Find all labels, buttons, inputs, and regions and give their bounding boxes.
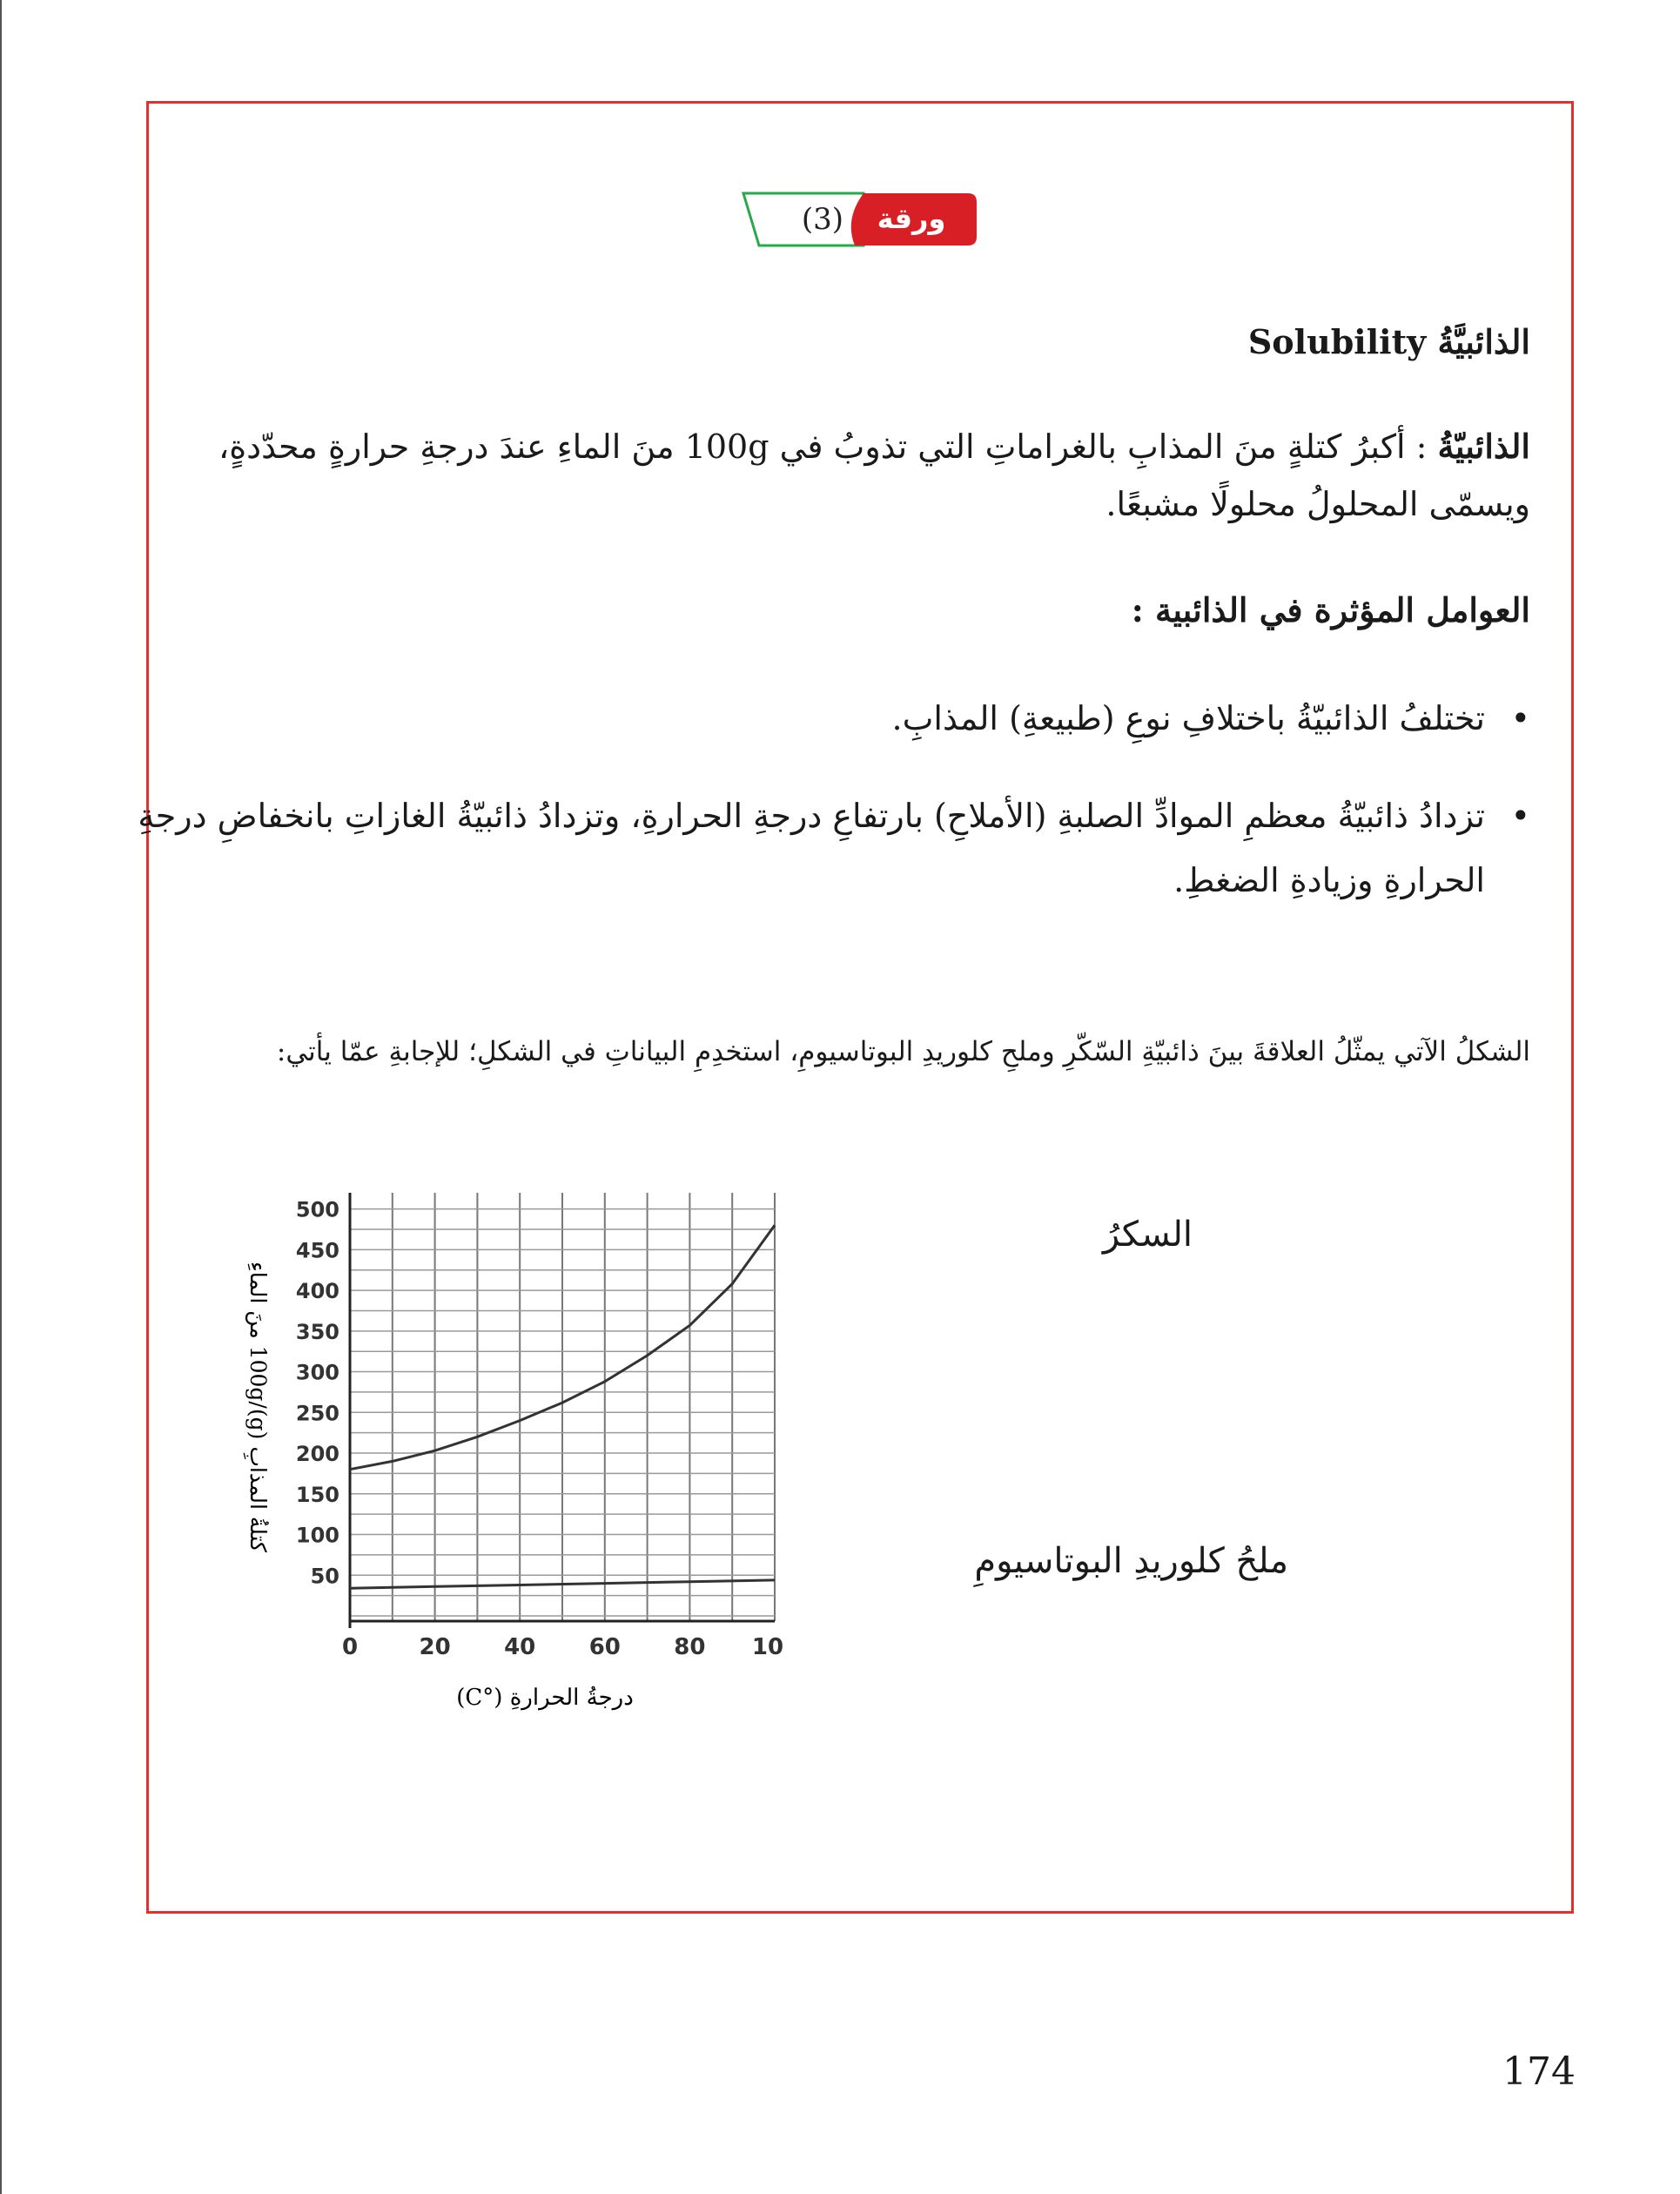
badge-label: ورقة عمل [877,202,946,286]
definition-term: الذائبيّةُ [1437,427,1530,466]
page-edge-line [0,0,2,2194]
section-title: الذائبيَّةُ Solubility [1247,322,1530,361]
x-tick-label: 40 [504,1634,536,1660]
definition-paragraph [138,418,1530,533]
y-tick-label: 100 [295,1523,339,1548]
sugar-label: السكرُ [1102,1215,1193,1255]
page-number: 174 [1502,2049,1576,2094]
y-tick-label: 50 [310,1564,339,1589]
y-tick-label: 150 [295,1482,339,1507]
y-tick-label: 400 [295,1279,339,1304]
x-tick-label: 10 [751,1634,784,1660]
factors-heading: العوامل المؤثرة في الذائبية : [1131,590,1530,629]
kcl-label: ملحُ كلوريدِ البوتاسيومِ [974,1541,1288,1581]
x-tick-label: 80 [674,1634,706,1660]
x-tick-label: 60 [588,1634,621,1660]
bullet-text: تزدادُ ذائبيّةُ معظمِ الموادِّ الصلبةِ (الأملاحِ) بارتفاعِ درجةِ الحرارةِ، وتزدادُ ذائبيّةُ الغازاتِ بانخفاضِ درجةِ الحرارةِ وزيادةِ الضغطِ. [138,797,1485,899]
badge-number: (3) [801,202,844,237]
chart-ticks [296,1198,783,1660]
y-tick-label: 450 [295,1238,339,1263]
bullet-text: تختلفُ الذائبيّةُ باختلافِ نوعِ (طبيعةِ) المذابِ. [891,699,1485,737]
bullet-item [129,686,1530,750]
worksheet-badge [733,188,982,286]
x-axis-label: درجةُ الحرارةِ (°C) [456,1685,634,1711]
y-tick-label: 500 [295,1197,339,1222]
y-tick-label: 200 [295,1442,339,1467]
bullet-dot-icon: • [1510,699,1530,737]
bullet-item [129,784,1530,912]
chart-grid [350,1193,775,1621]
solubility-chart [218,1193,792,1715]
chart-intro: الشكلُ الآتي يمثّلُ العلاقةَ بينَ ذائبيّةِ السّكّرِ وملحِ كلوريدِ البوتاسيومِ، استخدِمِ البياناتِ في الشكلِ؛ للإجابةِ عمّا يأتي: [276,1036,1530,1067]
x-tick-label: 0 [341,1634,359,1660]
y-tick-label: 300 [295,1360,339,1385]
bullet-dot-icon: • [1510,797,1530,835]
x-tick-label: 20 [419,1634,451,1660]
y-tick-label: 250 [295,1401,339,1426]
y-axis-label: كتلةُ المذابِ (g)/100g منَ الماءِ [245,1261,271,1553]
y-tick-label: 350 [295,1319,339,1344]
definition-text: : أكبرُ كتلةٍ منَ المذابِ بالغراماتِ التي تذوبُ في 100g منَ الماءِ عندَ درجةِ حرارةٍ محدّدةٍ، ويسمّى المحلولُ محلولًا مشبعًا. [218,427,1530,523]
